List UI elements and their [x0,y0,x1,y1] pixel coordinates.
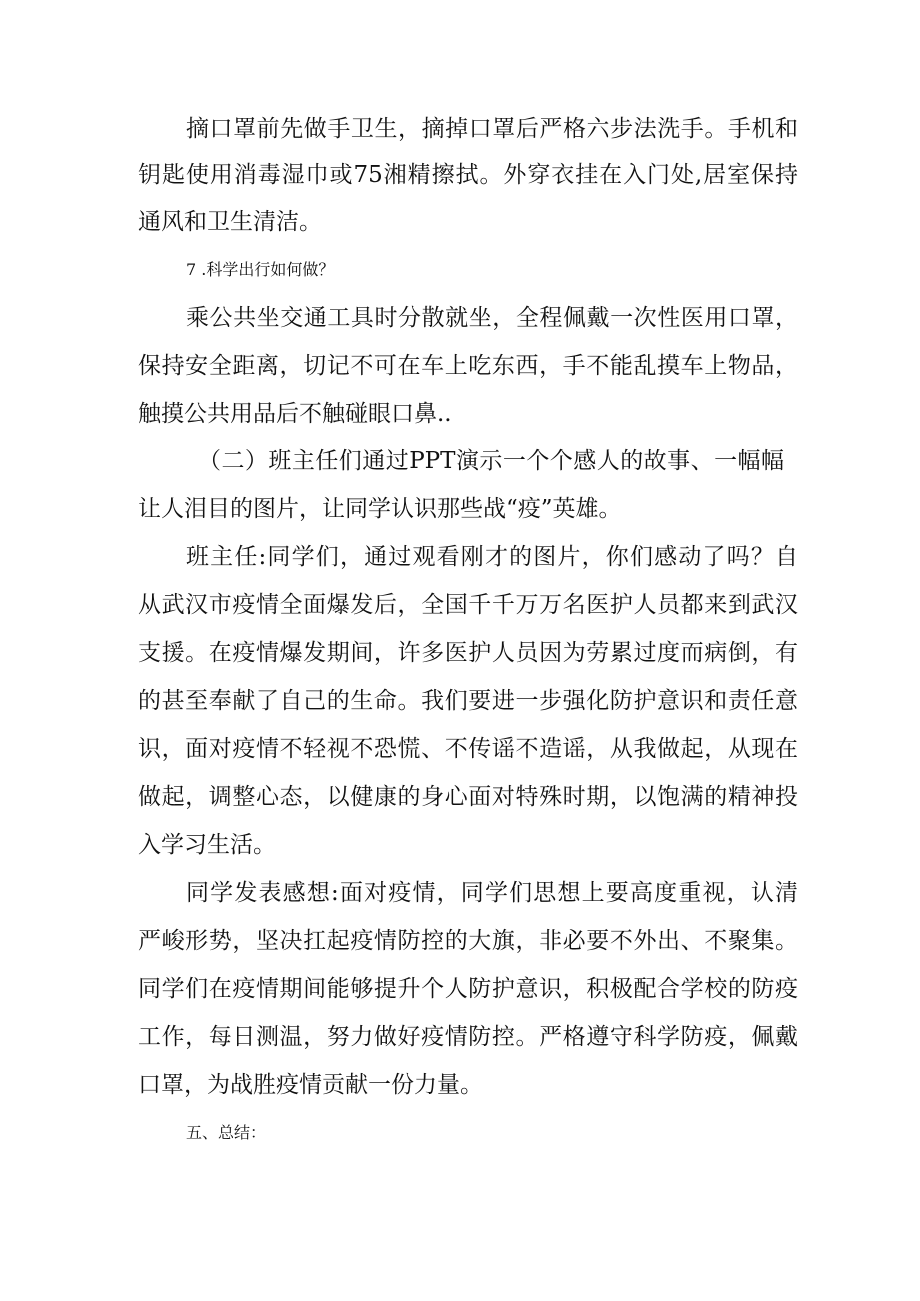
text-line: 乘公共坐交通工具时分散就坐，全程佩戴一次性医用口罩， [186,305,798,331]
text-line: 工作，每日测温，努力做好疫情防控。严格遵守科学防疫，佩戴 [138,1024,798,1050]
section-heading: 五、总结： [186,1123,267,1142]
section-heading: 7 .科学出行如何做？ [186,260,335,279]
text-line: 通风和卫生清洁。 [138,209,322,235]
text-line: 做起，调整心态，以健康的身心面对特殊时期，以饱满的精神投 [138,784,798,810]
text-line: 班主任:同学们，通过观看刚才的图片，你们感动了吗？自 [186,544,798,570]
text-line: 从武汉市疫情全面爆发后，全国千千万万名医护人员都来到武汉 [138,592,798,618]
text-line: 的甚至奉献了自己的生命。我们要进一步强化防护意识和责任意 [138,688,798,714]
text-line: 让人泪目的图片，让同学认识那些战“疫”英雄。 [138,496,622,522]
text-line: 识，面对疫情不轻视不恐慌、不传谣不造谣，从我做起，从现在 [138,736,798,762]
text-line: 钥匙使用消毒湿巾或75湘精擦拭。外穿衣挂在入门处,居室保持 [138,162,798,188]
text-line: 口罩，为战胜疫情贡献一份力量。 [138,1072,483,1098]
text-line: 入学习生活。 [138,832,276,858]
text-line: （二）班主任们通过PPT演示一个个感人的故事、一幅幅 [198,448,784,474]
text-line: 摘口罩前先做手卫生，摘掉口罩后严格六步法洗手。手机和 [186,116,798,142]
text-line: 同学们在疫情期间能够提升个人防护意识，积极配合学校的防疫 [138,976,798,1002]
text-line: 支援。在疫情爆发期间，许多医护人员因为劳累过度而病倒，有 [138,640,798,666]
text-line: 保持安全距离，切记不可在车上吃东西，手不能乱摸车上物品， [138,353,798,379]
text-line: 同学发表感想:面对疫情，同学们思想上要高度重视，认清 [186,880,798,906]
text-line: 严峻形势，坚决扛起疫情防控的大旗，非必要不外出、不聚集。 [138,928,798,954]
text-line: 触摸公共用品后不触碰眼口鼻.. [138,401,452,427]
